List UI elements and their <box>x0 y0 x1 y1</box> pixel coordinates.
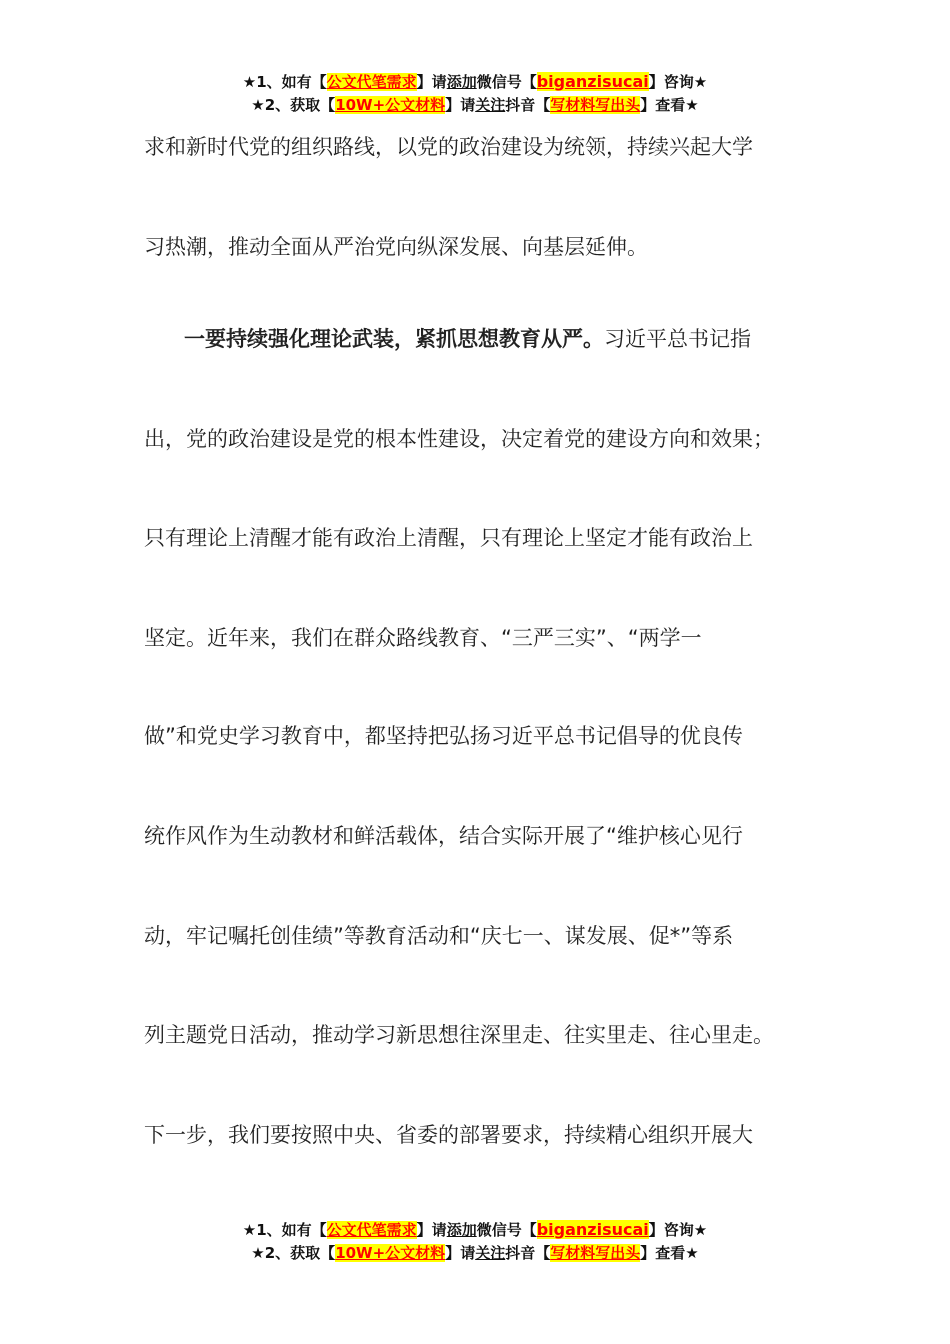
footer-highlight-materials: 10W+公文材料 <box>335 1244 446 1262</box>
body-line: 下一步，我们要按照中央、省委的部署要求，持续精心组织开展大 <box>144 1123 753 1147</box>
footer-wechat-id: biganzisucai <box>536 1220 649 1239</box>
footer-line-2: ★2、获取【10W+公文材料】请关注抖音【写材料写出头】查看★ <box>251 1244 699 1262</box>
body-line: 做”和党史学习教育中，都坚持把弘扬习近平总书记倡导的优良传 <box>144 724 743 748</box>
body-line: 坚定。近年来，我们在群众路线教育、“三严三实”、“两学一 <box>144 626 702 650</box>
footer-line-1: ★1、如有【公文代笔需求】请添加微信号【biganzisucai】咨询★ <box>242 1220 708 1239</box>
body-line: 求和新时代党的组织路线，以党的政治建设为统领，持续兴起大学 <box>144 135 753 159</box>
body-line: 列主题党日活动，推动学习新思想往深里走、往实里走、往心里走。 <box>144 1023 774 1047</box>
body-line: 出，党的政治建设是党的根本性建设，决定着党的建设方向和效果； <box>144 427 774 451</box>
body-line: 习热潮，推动全面从严治党向纵深发展、向基层延伸。 <box>144 235 648 259</box>
header-line-2: ★2、获取【10W+公文材料】请关注抖音【写材料写出头】查看★ <box>251 96 699 114</box>
header-highlight-service: 公文代笔需求 <box>326 73 417 91</box>
header-wechat-id: biganzisucai <box>536 72 649 91</box>
header-douyin-account: 写材料写出头 <box>550 96 641 114</box>
body-line: 统作风作为生动教材和鲜活载体，结合实际开展了“维护核心见行 <box>144 824 743 848</box>
header-banner <box>0 70 950 117</box>
body-line: 动，牢记嘱托创佳绩”等教育活动和“庆七一、谋发展、促*”等系 <box>144 924 734 948</box>
section-heading: 一要持续强化理论武装，紧抓思想教育从严。 <box>184 327 604 351</box>
header-highlight-materials: 10W+公文材料 <box>335 96 446 114</box>
body-line: 只有理论上清醒才能有政治上清醒，只有理论上坚定才能有政治上 <box>144 526 753 550</box>
header-line-1: ★1、如有【公文代笔需求】请添加微信号【biganzisucai】咨询★ <box>242 72 708 91</box>
footer-banner <box>0 1218 950 1265</box>
footer-highlight-service: 公文代笔需求 <box>326 1221 417 1239</box>
body-line-heading: 一要持续强化理论武装，紧抓思想教育从严。习近平总书记指 <box>184 327 751 351</box>
footer-douyin-account: 写材料写出头 <box>550 1244 641 1262</box>
